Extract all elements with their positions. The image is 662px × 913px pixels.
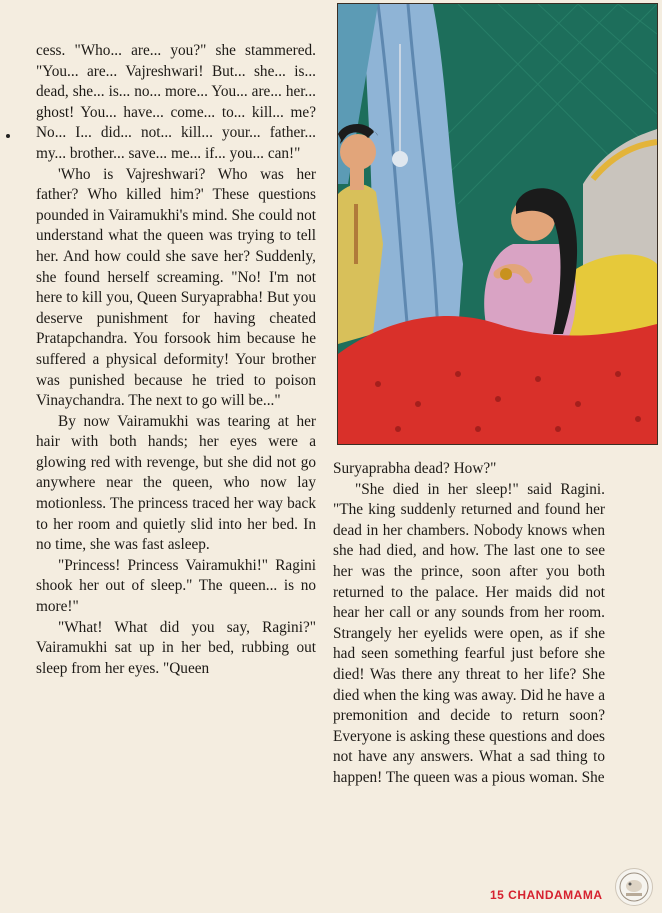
paragraph: cess. "Who... are... you?" she stammered. "You... are... Vajreshwari! But... she... is... dead, she... is... no... more... You... are... her... ghost! You... have... come... to... kill... me? No... I... did... not... kill... your... father... my... brother... save... me... if... you... can!" [36, 42, 316, 162]
paragraph: By now Vairamukhi was tearing at her hair with both hands; her eyes were a glowing red with revenge, but she did not go anywhere near the queen, who now lay motionless. The princess traced her way back to her room and quietly slid into her bed. In no time, she was fast asleep. [36, 412, 316, 554]
illustration-maid-and-queen-icon [338, 4, 657, 444]
right-text-column [333, 459, 605, 789]
paragraph: "Princess! Princess Vairamukhi!" Ragini shook her out of sleep." The queen... is no more!" [36, 556, 316, 616]
margin-dot [6, 134, 10, 138]
paragraph: "She died in her sleep!" said Ragini. "The king suddenly returned and found her dead in her chambers. Nobody knows when she had died, and how. The last one to see her was the prince, soon after you both returned to the palace. Her maids did not hear her call or any sounds from her room. Strangely her eyelids were open, as if she had seen something fearful just before she died! Was there any threat to her life? She died when the king was away. Did he have a premonition and decide to return soon? Everyone is asking these questions and does not have any answers. What a sad thing to happen! The queen was a pious woman. She [333, 480, 605, 786]
paragraph: Suryaprabha dead? How?" [333, 460, 497, 477]
story-illustration [337, 3, 658, 445]
left-text-column [36, 41, 316, 679]
paragraph: "What! What did you say, Ragini?" Vairamukhi sat up in her bed, rubbing out sleep from her eyes. "Queen [36, 618, 316, 677]
paragraph: 'Who is Vajreshwari? Who was her father? Who killed him?' These questions pounded in Vairamukhi's mind. She could not understand what the queen was trying to tell her. And how could she save her? Suddenly, she found herself screaming. "No! I'm not here to kill you, Queen Suryaprabha! But you deserve punishment for having cheated Pratapchandra. You forsook him because he suffered a physical deformity! Your brother was punished because he tried to poison Vinaychandra. The next to go will be..." [36, 165, 316, 410]
page-footer: 15 CHANDAMAMA [490, 888, 603, 902]
chandamama-logo-icon [615, 868, 653, 906]
